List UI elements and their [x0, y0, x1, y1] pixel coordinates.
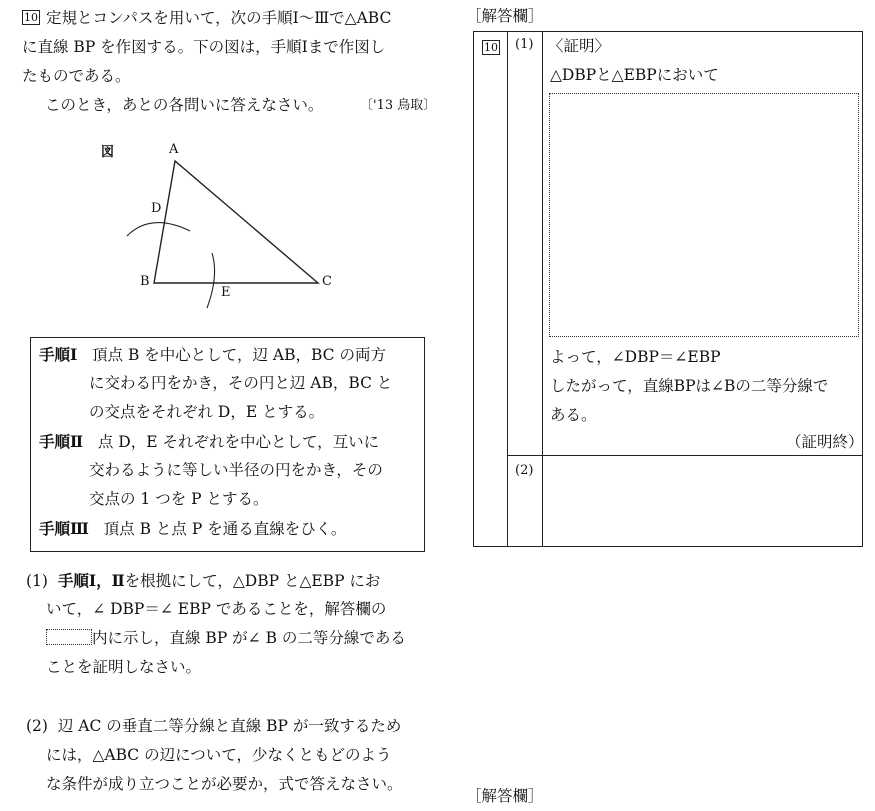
proof-input-area[interactable]	[549, 93, 859, 337]
procedure-2-line-1: 手順Ⅱ 点 D，E それぞれを中心として，互いに	[39, 432, 380, 451]
question-2-line-1: (2) 辺 AC の垂直二等分線と直線 BP が一致するため	[26, 717, 402, 735]
proof-end: （証明終）	[786, 433, 864, 451]
problem-line-1: 10 定規とコンパスを用いて，次の手順Ⅰ～Ⅲで△ABC	[24, 9, 392, 27]
answer-q2-input-area[interactable]	[544, 457, 860, 544]
proof-line-3: ある。	[550, 406, 597, 424]
question-2-line-2: には，△ABC の辺について，少なくともどのよう	[46, 746, 392, 764]
question-2-number: (2)	[26, 717, 48, 735]
table-divider-1	[507, 32, 508, 546]
problem-source: 〔'13 鳥取〕	[360, 98, 437, 113]
dotted-box-symbol	[46, 629, 92, 645]
answer-header: ［解答欄］	[466, 7, 544, 25]
procedure-1-line-1: 手順Ⅰ 頂点 B を中心として，辺 AB，BC の両方	[39, 345, 386, 364]
procedure-2-line-2: 交わるように等しい半径の円をかき，その	[89, 461, 383, 479]
figure	[95, 138, 355, 318]
triangle-abc	[154, 161, 318, 283]
procedure-1-line-3: の交点をそれぞれ D，E とする。	[89, 403, 325, 421]
problem-line-2: に直線 BP を作図する。下の図は，手順Ⅰまで作図し	[22, 38, 386, 56]
question-1-line-1: (1) 手順Ⅰ，Ⅱを根拠にして，△DBP と△EBP にお	[26, 571, 381, 590]
point-e: E	[221, 285, 231, 300]
answer-table	[473, 31, 863, 547]
proof-line-2: したがって，直線BPは∠Bの二等分線で	[550, 377, 829, 395]
problem-number: 10	[24, 11, 38, 24]
proof-given: △DBPと△EBPにおいて	[550, 66, 719, 84]
problem-line-3: たものである。	[22, 67, 131, 85]
answer-number: 10	[484, 41, 498, 54]
question-1-line-2: いて，∠ DBP＝∠ EBP であることを，解答欄の	[46, 600, 387, 618]
point-a: A	[169, 142, 179, 157]
problem-line-4: このとき，あとの各問いに答えなさい。	[45, 96, 324, 114]
table-divider-2	[542, 32, 543, 546]
answer-q1-number: (1)	[515, 37, 534, 52]
figure-label: 図	[101, 145, 115, 160]
proof-line-1: よって，∠DBP＝∠EBP	[550, 348, 721, 366]
procedure-2-line-3: 交点の 1 つを P とする。	[89, 490, 269, 508]
point-c: C	[322, 274, 332, 289]
question-2-line-3: な条件が成り立つことが必要か，式で答えなさい。	[46, 775, 403, 793]
question-1-number: (1)	[26, 572, 48, 590]
arc-d	[127, 223, 190, 236]
point-b: B	[140, 274, 150, 289]
procedure-3-line-1: 手順Ⅲ 頂点 B と点 P を通る直線をひく。	[39, 519, 347, 538]
answer-q2-number: (2)	[515, 463, 534, 478]
proof-open: 〈証明〉	[548, 37, 611, 55]
question-1-line-4: ことを証明しなさい。	[46, 658, 202, 676]
answer-header-bottom: ［解答欄］	[466, 787, 544, 805]
procedure-box	[30, 337, 425, 552]
question-1-line-3: 内に示し，直線 BP が∠ B の二等分線である	[46, 624, 406, 653]
point-d: D	[151, 201, 162, 216]
arc-e	[207, 253, 215, 308]
procedure-1-line-2: に交わる円をかき，その円と辺 AB，BC と	[89, 374, 393, 392]
